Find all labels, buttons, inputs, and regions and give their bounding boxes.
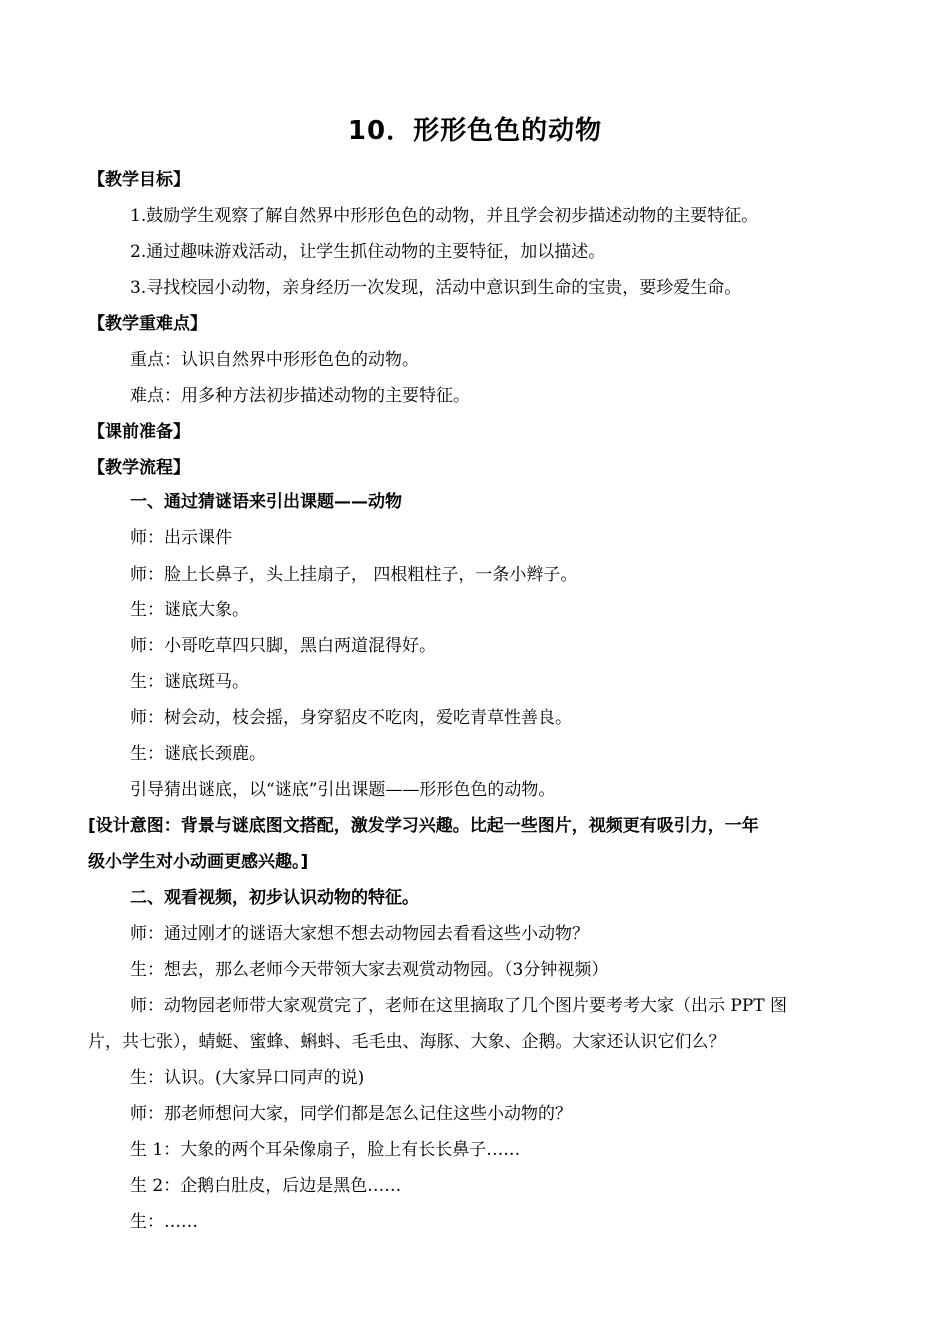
goal-3: 3.寻找校园小动物，亲身经历一次发现，活动中意识到生命的宝贵，要珍爱生命。 bbox=[130, 278, 742, 298]
dialogue-line: 生：想去，那么老师今天带领大家去观赏动物园。（3分钟视频） bbox=[130, 960, 609, 980]
dialogue-line: 生 1：大象的两个耳朵像扇子，脸上有长长鼻子…… bbox=[130, 1140, 521, 1160]
dialogue-line: 生 2：企鹅白肚皮，后边是黑色…… bbox=[130, 1176, 402, 1196]
dialogue-line: 师：出示课件 bbox=[130, 528, 232, 548]
goal-1: 1.鼓励学生观察了解自然界中形形色色的动物，并且学会初步描述动物的主要特征。 bbox=[130, 206, 759, 226]
dialogue-line: 师：那老师想问大家，同学们都是怎么记住这些小动物的？ bbox=[130, 1104, 572, 1124]
prep-heading: 【课前准备】 bbox=[88, 422, 190, 442]
dialogue-line: 引导猜出谜底，以“谜底”引出课题——形形色色的动物。 bbox=[130, 780, 556, 800]
dialogue-line-continued: 片，共七张），蜻蜓、蜜蜂、蝌蚪、毛毛虫、海豚、大象、企鹅。大家还认识它们么？ bbox=[88, 1032, 726, 1052]
dialogue-line: 生：谜底斑马。 bbox=[130, 672, 249, 692]
flow-heading: 【教学流程】 bbox=[88, 458, 190, 478]
dialogue-line: 师：通过刚才的谜语大家想不想去动物园去看看这些小动物？ bbox=[130, 924, 589, 944]
dialogue-line: 生：…… bbox=[130, 1212, 198, 1232]
key-point: 重点：认识自然界中形形色色的动物。 bbox=[130, 350, 419, 370]
goals-heading: 【教学目标】 bbox=[88, 170, 190, 190]
dialogue-line: 生：谜底长颈鹿。 bbox=[130, 744, 266, 764]
dialogue-line: 生：谜底大象。 bbox=[130, 600, 249, 620]
dialogue-line: 师：脸上长鼻子，头上挂扇子， 四根粗柱子，一条小辫子。 bbox=[130, 565, 578, 585]
dialogue-line: 师：小哥吃草四只脚，黑白两道混得好。 bbox=[130, 636, 436, 656]
design-intent-line-1: [设计意图：背景与谜底图文搭配，激发学习兴趣。比起一些图片，视频更有吸引力，一年 bbox=[88, 816, 759, 836]
dialogue-line: 师：树会动，枝会摇，身穿貂皮不吃肉，爱吃青草性善良。 bbox=[130, 708, 572, 728]
dialogue-line: 生：认识。(大家异口同声的说) bbox=[130, 1068, 365, 1088]
part2-heading: 二、观看视频，初步认识动物的特征。 bbox=[130, 888, 419, 908]
goal-2: 2.通过趣味游戏活动，让学生抓住动物的主要特征，加以描述。 bbox=[130, 242, 606, 262]
part1-heading: 一、通过猜谜语来引出课题——动物 bbox=[130, 492, 402, 512]
key-points-heading: 【教学重难点】 bbox=[88, 314, 207, 334]
page-title: 10．形形色色的动物 bbox=[347, 116, 603, 146]
design-intent-line-2: 级小学生对小动画更感兴趣。] bbox=[88, 852, 309, 872]
difficult-point: 难点：用多种方法初步描述动物的主要特征。 bbox=[130, 386, 470, 406]
dialogue-line: 师：动物园老师带大家观赏完了，老师在这里摘取了几个图片要考考大家（出示 PPT 图 bbox=[130, 996, 788, 1016]
